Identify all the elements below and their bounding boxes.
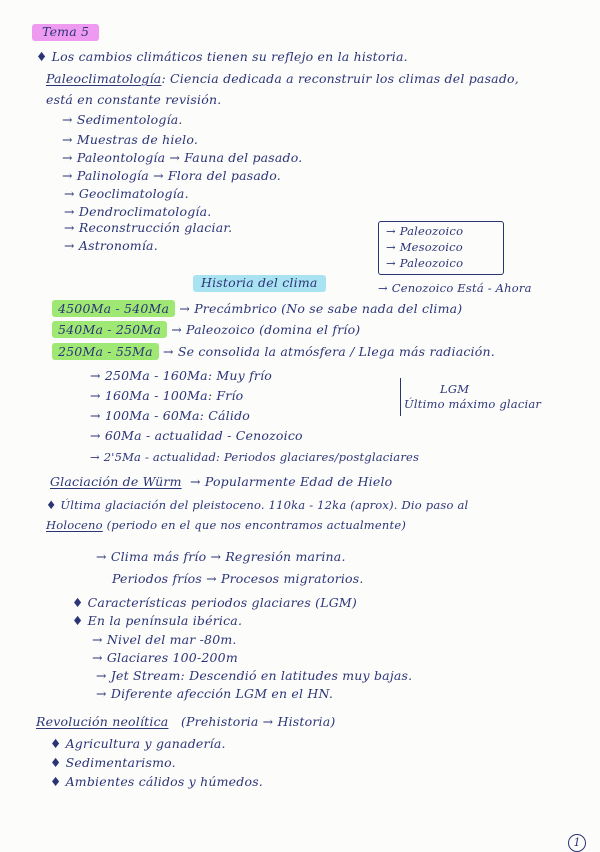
history-row <box>52 346 495 359</box>
wurm-line-2 <box>46 520 406 532</box>
paleo-def-1: : Ciencia dedicada a reconstruir los climas del pasado, <box>161 71 519 86</box>
intro-line: ♦ Los cambios climáticos tienen su reflejo en la historia. <box>36 49 408 64</box>
list-item: → Diferente afección LGM en el HN. <box>96 686 333 701</box>
history-text: → Paleozoico (domina el frío) <box>171 322 361 337</box>
list-item: → Nivel del mar -80m. <box>92 632 237 647</box>
history-range: 250Ma - 55Ma <box>52 343 159 360</box>
page-number: 1 <box>568 834 586 852</box>
list-item: ♦ Sedimentarismo. <box>50 755 176 770</box>
list-item: → 100Ma - 60Ma: Cálido <box>90 408 251 423</box>
list-item: → 60Ma - actualidad - Cenozoico <box>90 428 303 443</box>
list-item: → Paleontología → Fauna del pasado. <box>62 150 303 165</box>
list-item: → Jet Stream: Descendió en latitudes muy bajas. <box>96 668 413 683</box>
holoceno-rest: (periodo en el que nos encontramos actualmente) <box>106 518 407 532</box>
lgm-bracket <box>400 378 401 416</box>
lgm-label: LGM <box>440 382 470 396</box>
lgm-text: Último máximo glaciar <box>404 397 542 411</box>
wurm-rest: → Popularmente Edad de Hielo <box>190 474 393 489</box>
history-text: → Se consolida la atmósfera / Llega más radiación. <box>163 344 495 359</box>
list-item: ♦ Agricultura y ganadería. <box>50 736 226 751</box>
list-item: → Muestras de hielo. <box>62 132 199 147</box>
era-item: → Mesozoico <box>386 240 463 254</box>
list-item: → Clima más frío → Regresión marina. <box>96 549 346 564</box>
list-item: → Palinología → Flora del pasado. <box>62 168 281 183</box>
paleo-definition <box>46 73 519 86</box>
list-item: → Sedimentología. <box>62 112 183 127</box>
peninsula-heading: ♦ En la península ibérica. <box>72 613 243 628</box>
neolithic-term: Revolución neolítica <box>36 714 169 729</box>
history-range: 4500Ma - 540Ma <box>52 300 175 317</box>
history-title: Historia del clima <box>193 275 326 292</box>
history-row <box>52 303 462 316</box>
history-text: → Precámbrico (No se sabe nada del clima) <box>179 301 463 316</box>
page-title: Tema 5 <box>32 24 99 41</box>
holoceno-term: Holoceno <box>46 518 103 532</box>
list-item: → 2'5Ma - actualidad: Periodos glaciares/postglaciares <box>90 450 420 464</box>
list-item: → Geoclimatología. <box>64 186 189 201</box>
paleo-def-2: está en constante revisión. <box>46 92 222 107</box>
list-item: → Astronomía. <box>64 238 158 253</box>
neolithic-heading <box>36 716 335 729</box>
list-item: ♦ Ambientes cálidos y húmedos. <box>50 774 263 789</box>
history-range: 540Ma - 250Ma <box>52 321 167 338</box>
era-item: → Paleozoico <box>386 224 464 238</box>
history-row <box>52 324 360 337</box>
wurm-heading <box>50 476 392 489</box>
list-item: → Reconstrucción glaciar. <box>64 220 233 235</box>
wurm-characteristics: ♦ Características periodos glaciares (LGM) <box>72 595 358 610</box>
list-item: → Glaciares 100-200m <box>92 650 238 665</box>
list-item: → 160Ma - 100Ma: Frío <box>90 388 244 403</box>
wurm-term: Glaciación de Würm <box>50 474 182 489</box>
paleo-term: Paleoclimatología <box>46 71 162 86</box>
wurm-line-1: ♦ Última glaciación del pleistoceno. 110ka - 12ka (aprox). Dio paso al <box>46 498 469 512</box>
eras-note: → Cenozoico Está - Ahora <box>378 281 532 295</box>
list-item: Periodos fríos → Procesos migratorios. <box>112 571 364 586</box>
era-item: → Paleozoico <box>386 256 464 270</box>
neolithic-rest: (Prehistoria → Historia) <box>180 714 336 729</box>
list-item: → 250Ma - 160Ma: Muy frío <box>90 368 273 383</box>
list-item: → Dendroclimatología. <box>64 204 212 219</box>
